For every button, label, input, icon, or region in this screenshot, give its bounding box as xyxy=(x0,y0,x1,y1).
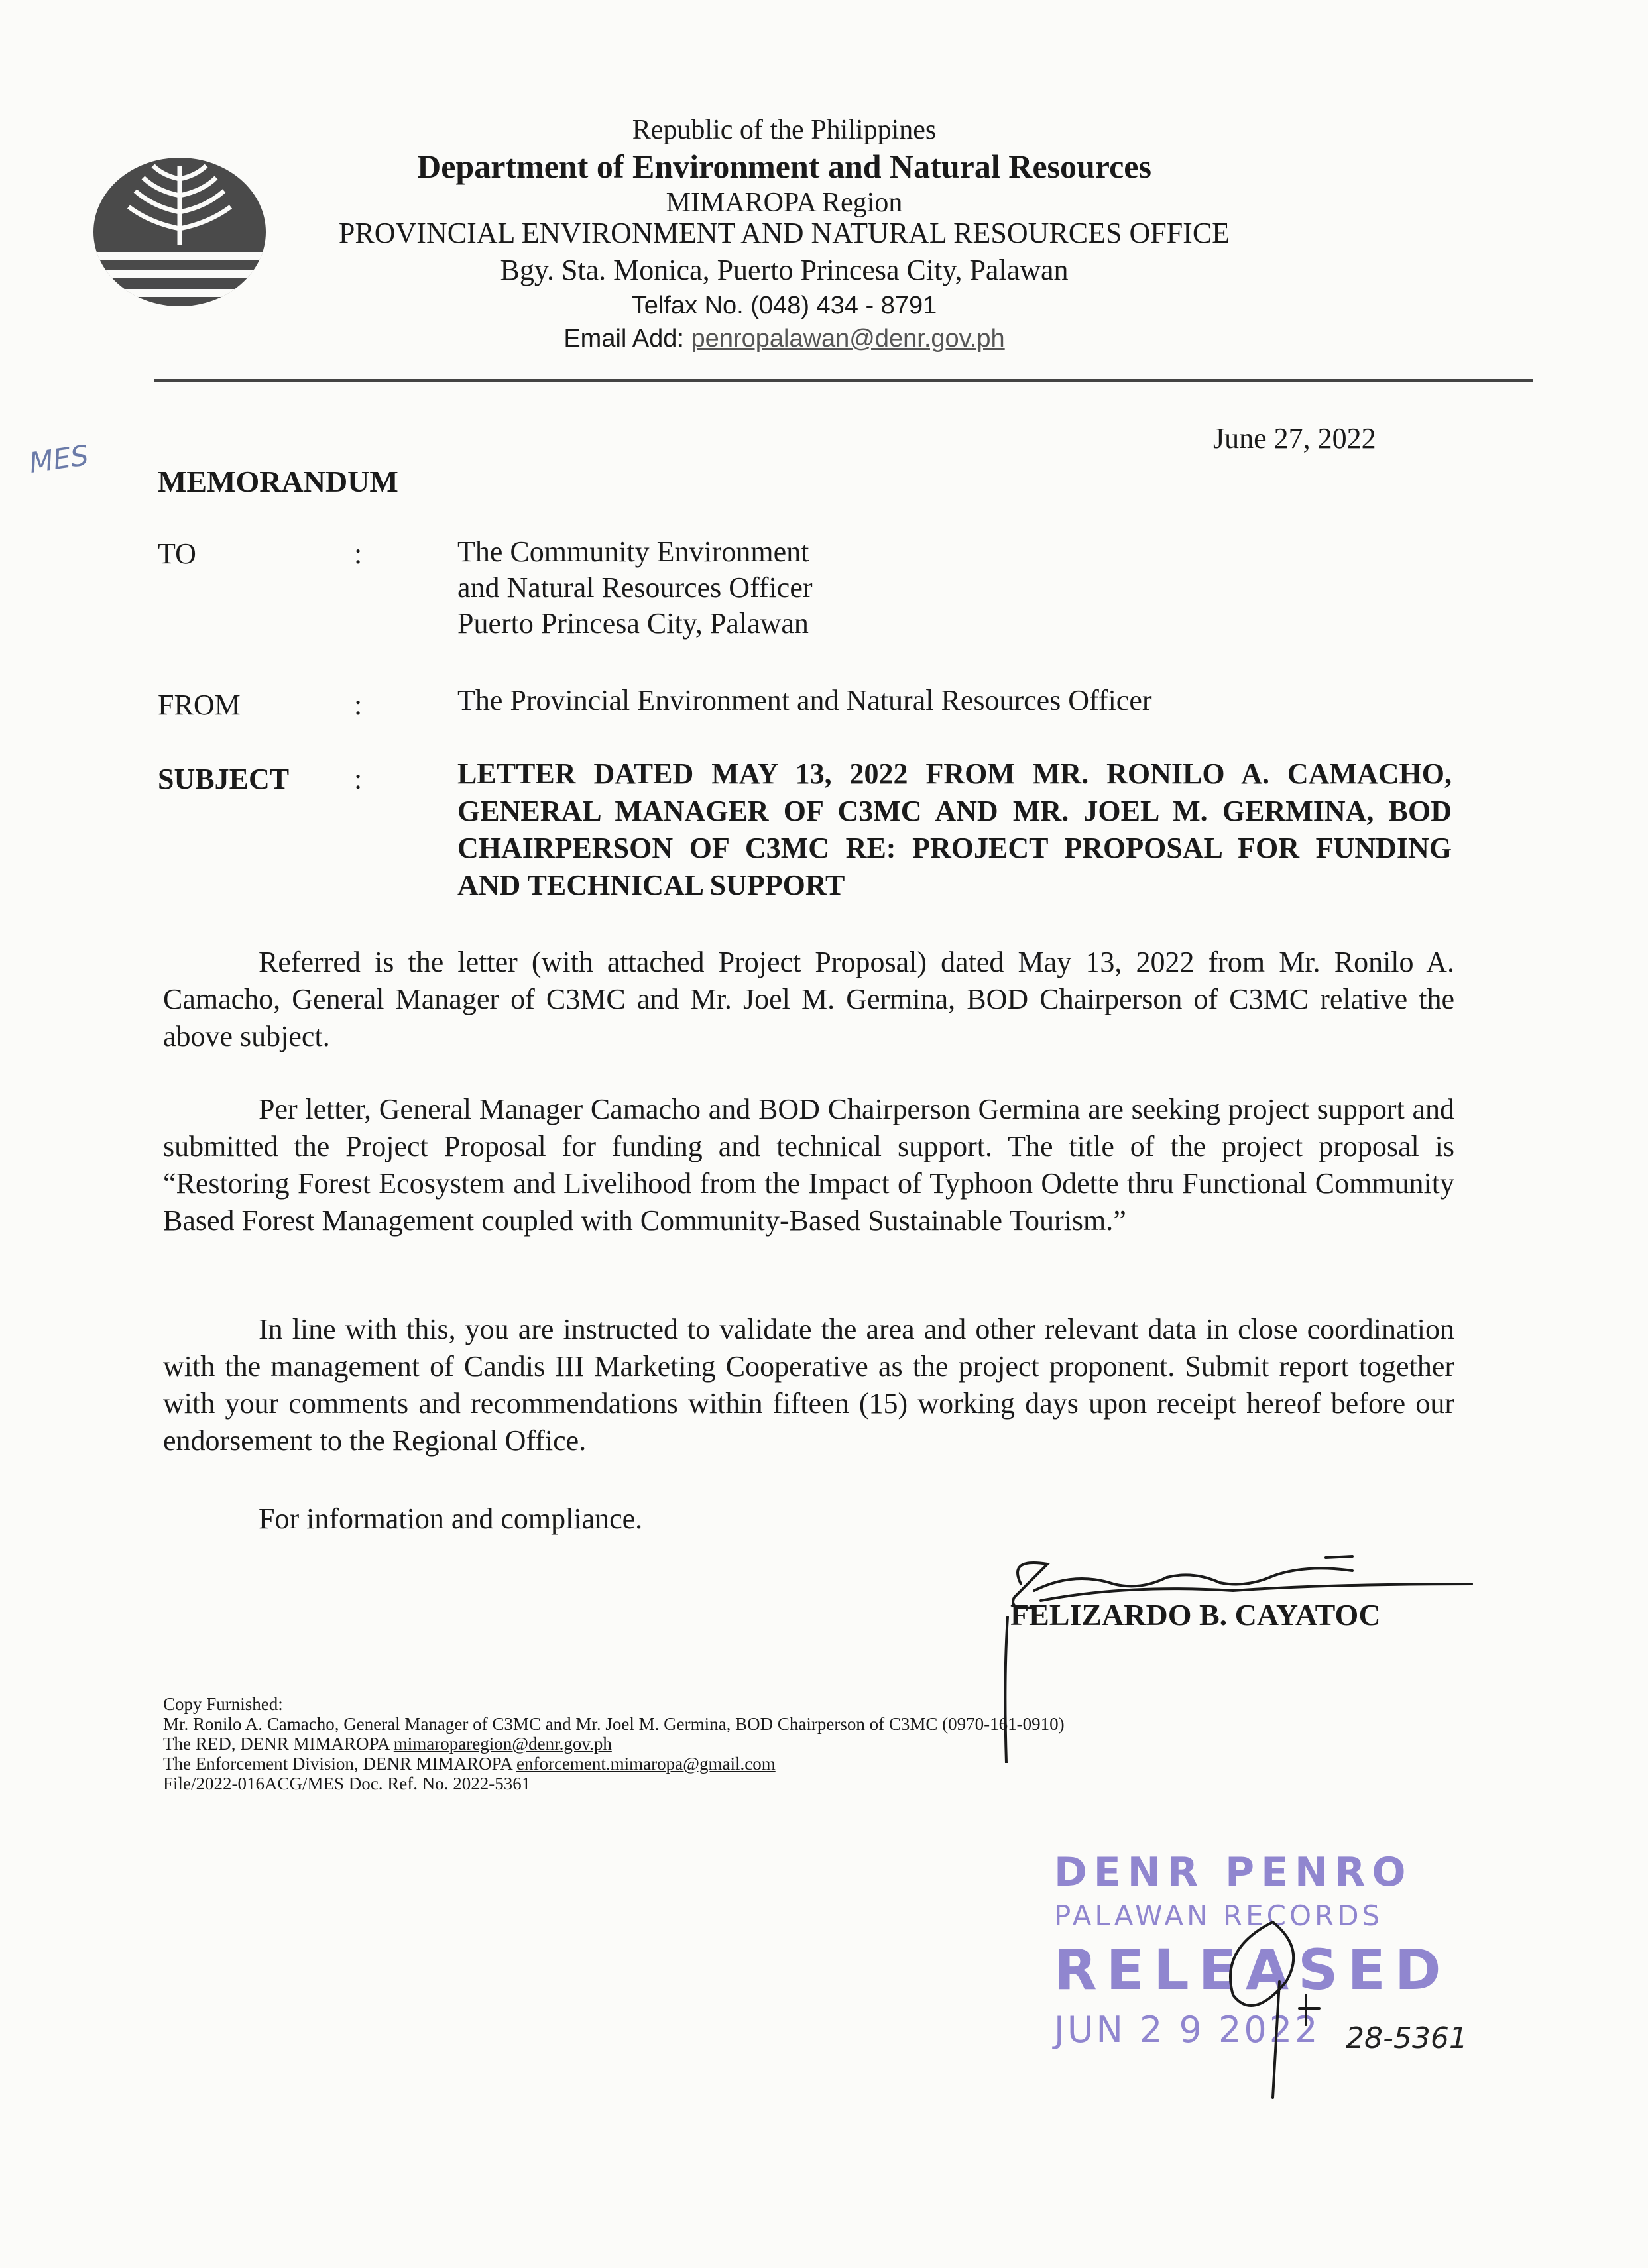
body-paragraph-2: Per letter, General Manager Camacho and BOD Chairperson Germina are seeking project support and submitted the Project Proposal for funding and technical support. The title of the project proposal is “Restoring Forest Ecosystem and Livelihood from the Impact of Typhoon Odette thru Functional Community Based Forest Management coupled with Community-Based Sustainable Tourism.” xyxy=(163,1093,1454,1237)
stamp-released: RELEASED xyxy=(1054,1937,1450,2002)
copy-furnished-email-link[interactable]: enforcement.mimaropa@gmail.com xyxy=(516,1754,776,1774)
to-recipient xyxy=(457,534,813,642)
header-office: PROVINCIAL ENVIRONMENT AND NATURAL RESOURCES OFFICE xyxy=(338,217,1230,249)
subject-text: LETTER DATED MAY 13, 2022 FROM MR. RONILO A. CAMACHO, GENERAL MANAGER OF C3MC AND MR. JOEL M. GERMINA, BOD CHAIRPERSON OF C3MC RE: PROJECT PROPOSAL FOR FUNDING AND TECHNICAL SUPPORT xyxy=(457,758,1452,901)
stamp-office: DENR PENRO xyxy=(1054,1849,1413,1896)
body-paragraph-4: For information and compliance. xyxy=(259,1503,643,1535)
stamp-records: PALAWAN RECORDS xyxy=(1054,1899,1383,1932)
copy-furnished-line-1: Mr. Ronilo A. Camacho, General Manager of C3MC and Mr. Joel M. Germina, BOD Chairperson of C3MC (0970-161-0910) xyxy=(163,1714,1065,1734)
to-colon: : xyxy=(354,538,363,570)
margin-handwritten-note: MES xyxy=(27,439,91,479)
header-department: Department of Environment and Natural Resources xyxy=(417,148,1151,185)
copy-furnished-line-3 xyxy=(163,1754,776,1774)
header-republic: Republic of the Philippines xyxy=(632,115,937,145)
from-label: FROM xyxy=(158,689,241,721)
stamp-initials-scribble xyxy=(1207,1909,1332,2101)
memo-date: June 27, 2022 xyxy=(1213,422,1376,455)
copy-furnished-file-ref: File/2022-016ACG/MES Doc. Ref. No. 2022-5361 xyxy=(163,1774,531,1793)
header-email-link[interactable]: penropalawan@denr.gov.ph xyxy=(691,325,1005,353)
stamp-handwritten-ref: 28-5361 xyxy=(1346,2021,1468,2055)
header-email-row xyxy=(0,325,1608,353)
header-telfax: Telfax No. (048) 434 - 8791 xyxy=(631,292,937,319)
header-address: Bgy. Sta. Monica, Puerto Princesa City, Palawan xyxy=(500,254,1069,286)
to-line: The Community Environment xyxy=(457,536,809,568)
copy-furnished-line-2 xyxy=(163,1734,612,1754)
stamp-date: JUN 2 9 2022 xyxy=(1054,2009,1321,2051)
header-email-label: Email Add: xyxy=(563,325,684,353)
signatory-name: FELIZARDO B. CAYATOC xyxy=(1010,1598,1381,1632)
copy-furnished-recipient: The RED, DENR MIMAROPA xyxy=(163,1734,394,1754)
handwritten-signature xyxy=(994,1544,1478,1763)
to-label: TO xyxy=(158,538,196,570)
memo-title: MEMORANDUM xyxy=(158,465,398,498)
subject-label: SUBJECT xyxy=(158,763,290,795)
from-sender: The Provincial Environment and Natural Resources Officer xyxy=(457,684,1152,716)
header-rule xyxy=(154,379,1533,382)
to-line: and Natural Resources Officer xyxy=(457,571,813,604)
copy-furnished-label: Copy Furnished: xyxy=(163,1694,283,1714)
header-region: MIMAROPA Region xyxy=(666,188,903,218)
subject-colon: : xyxy=(354,763,363,795)
copy-furnished-email-link[interactable]: mimaroparegion@denr.gov.ph xyxy=(393,1734,612,1754)
to-line: Puerto Princesa City, Palawan xyxy=(457,607,809,640)
from-colon: : xyxy=(354,689,363,721)
body-paragraph-3: In line with this, you are instructed to validate the area and other relevant data in close coordination with the management of Candis III Marketing Cooperative as the project proponent. Submit report together with your comments and recommendations within fifteen (15) working days upon receipt hereof before our endorsement to the Regional Office. xyxy=(163,1313,1454,1457)
body-paragraph-1: Referred is the letter (with attached Project Proposal) dated May 13, 2022 from Mr. Ronilo A. Camacho, General Manager of C3MC and Mr. Joel M. Germina, BOD Chairperson of C3MC relative the above subject. xyxy=(163,946,1454,1052)
copy-furnished-recipient: The Enforcement Division, DENR MIMAROPA xyxy=(163,1754,516,1774)
